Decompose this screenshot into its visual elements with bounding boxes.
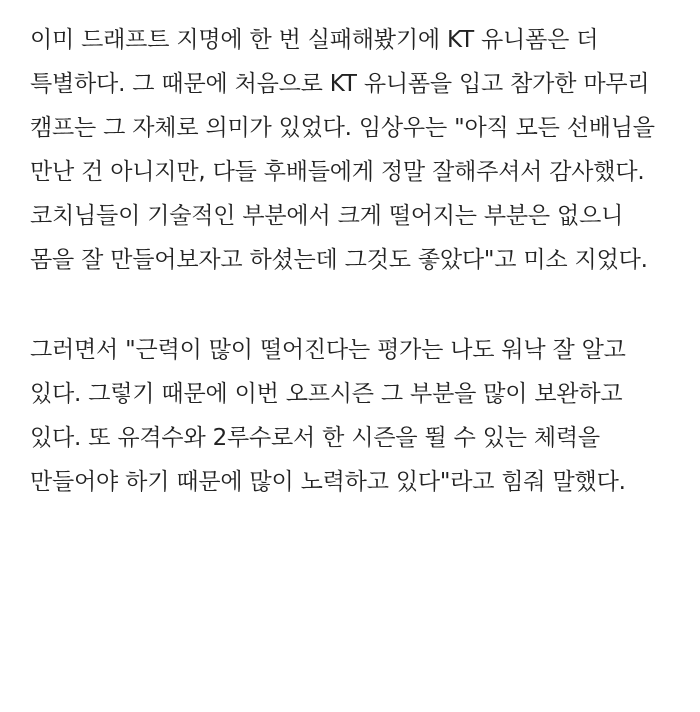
article-paragraph-1: 이미 드래프트 지명에 한 번 실패해봤기에 KT 유니폼은 더 특별하다. 그 때문에 처음으로 KT 유니폼을 입고 참가한 마무리 캠프는 그 자체로 의미가 있었다. 임상우는 "아직 모든 선배님을 만난 건 아니지만, 다들 후배들에게 정말 잘해주셔서 감사했다. 코치님들이 기술적인 부분에서 크게 떨어지는 부분은 없으니 몸을 잘 만들어보자고 하셨는데 그것도 좋았다"고 미소 지었다.	[30, 27, 655, 273]
article-paragraph-2: 그러면서 "근력이 많이 떨어진다는 평가는 나도 워낙 잘 알고 있다. 그렇기 때문에 이번 오프시즌 그 부분을 많이 보완하고 있다. 또 유격수와 2루수로서 한 시즌을 뛸 수 있는 체력을 만들어야 하기 때문에 많이 노력하고 있다"라고 힘줘 말했다.	[30, 337, 626, 495]
